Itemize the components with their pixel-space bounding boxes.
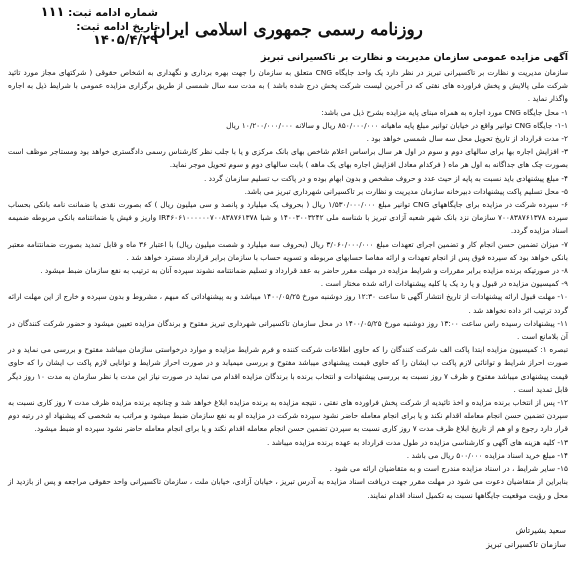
clause-14: ۱۴- مبلغ خرید اسناد مزایده ۵۰۰/۰۰۰ ریال می باشد . xyxy=(406,450,568,460)
clause-3: ۳- افزایش اجاره بها برای سالهای دوم و سوم در اول هر سال براساس اعلام شاخص بهای بانک مرکزی و یا با جلب نظر کارشناس رسمی دادگستری خواهد بود ومستاجر موظف است بصورت چک های جداگانه به اول هر ماه ( فرکدام معادل افزایش اجاره بهای یک ماهه ) بابت سالهای دوم و سوم تحویل موجر نماید. xyxy=(8,147,568,170)
closing-paragraph: بنابراین از متقاضیان دعوت می شود در مهلت مقرر جهت دریافت اسناد مزایده به آدرس تبریز ، خیابان آزادی، خیابان ملت ، سازمان تاکسیرانی واحد حقوقی مراجعه و پس از بازدید از محل و رؤیت موقعیت جایگاهها نسبت به تکمیل اسناد اقدام نمایند. xyxy=(8,477,568,500)
notice-clauses xyxy=(8,106,568,502)
clause-12: ۱۲- پس از انتخاب برنده مزایده و اخذ تائیدیه از شرکت پخش فراورده های نفتی ، نتیجه مزایده به برنده مزایده ابلاغ خواهد شد و چنانچه برنده مزایده ظرف مدت ۷ روز کاری نسبت به سپردن تضمین حسن انجام معامله اقدام نکند و یا برای انجام معامله حاضر نشود سپرده شرکت در مزایده او به نفع سازمان ضبط میشود و مراتب به شخصی که پیشنهاد او در رتبه دوم قرار دارد رجوع و او هم از تاریخ ابلاغ ظرف مدت ۷ روز کاری نسبت به سپردن تضمین حسن انجام معامله اقدام نکند و یا برای انجام معامله حاضر نشود سپرده او ضبط میشود. xyxy=(8,398,568,434)
clause-7: ۷- میزان تضمین حسن انجام کار و تضمین اجرای تعهدات مبلغ ۳/۰۶۰/۰۰۰/۰۰۰ ریال (بحروف سه میلیارد و شصت میلیون ریال) با اعتبار ۳۶ ماه و قابل تمدید بصورت ضمانتنامه معتبر بانکی خواهد بود که سپرده فوق پس از انجام تعهدات و ارائه مفاصا حسابهای مربوطه و تسویه حساب با سازمان برابر قرارداد مسترد خواهد شد . xyxy=(8,239,568,262)
issue-row xyxy=(8,6,158,20)
page-header xyxy=(8,6,568,46)
clause-1-1: ۱-۱- جایگاه CNG توانیر واقع در خیابان توانیر مبلغ پایه ماهیانه ۸۵۰/۰۰۰/۰۰۰ ریال و سالانه ۱۰/۲۰۰/۰۰۰/۰۰۰ ریال xyxy=(226,120,568,130)
issue-label: شماره ادامه ثبت: xyxy=(68,7,158,19)
clause-2: ۲- مدت قرارداد از تاریخ تحویل محل سه سال شمسی خواهد بود . xyxy=(366,134,568,144)
clause-8: ۸- در صورتیکه برنده مزایده برابر مقررات و شرایط مزایده در مهلت مقرر حاضر به عقد قرارداد و تسلیم ضمانتنامه نشوند سپرده آنان به ترتیب به نفع سازمان ضبط میشود . xyxy=(40,266,568,276)
signatory-name: سعید بشیرتاش xyxy=(515,525,566,535)
clause-note-1: تبصره ۱: کمیسیون مزایده ابتدا پاکت الف شرکت کنندگان را که حاوی اطلاعات شرکت کننده و فرم شرایط مزایده و موارد درخواستی سازمان میباشد مفتوح و بررسی می نماید و در صورت احراز شرایط و توانائی لازم پاکت ب ایشان را که حاوی قیمت پیشنهادی میباشد مفتوح و بررسی میمیابد و در صورت احراز شرایط و توانایی لازم پاکت ب ایشان را که حاوی قیمت پیشنهادی میباشد مفتوح و ظرف ۷ روز نسبت به بررسی پیشنهادات و انتخاب برنده با برندگان مزایده اقدام می نماید در صورت نیاز این مدت با نظر سازمان به مدت ۱۰ روز دیگر قابل تمدید است . xyxy=(8,345,569,394)
date-value: ۱۴۰۵/۴/۲۹ xyxy=(92,33,158,48)
notice-intro: سازمان مدیریت و نظارت بر تاکسیرانی تبریز در نظر دارد یک واحد جایگاه CNG متعلق به سازمان را جهت بهره برداری و نگهداری به اشخاص حقوقی ( شرکتهای مجاز مورد تائید شرکت ملی پالایش و پخش فراورده های نفتی که در آخرین لیست شرکت پخش درج شده باشد ) به مدت سه سال شمسی از طریق برگزاری مزایده عمومی با شرایط ذیل به اجاره واگذار نماید . xyxy=(8,68,568,104)
clause-11: ۱۱- پیشنهادات رسیده راس ساعت ۱۳:۰۰ روز دوشنبه مورخ ۱۴۰۰/۰۵/۲۵ در محل سازمان تاکسیرانی شهرداری تبریز مفتوح و برندگان مزایده تعیین میشود و حضور شرکت کنندگان در آن بلامانع است . xyxy=(8,318,568,342)
notice-headline: آگهی مزایده عمومی سازمان مدیریت و نظارت بر تاکسیرانی تبریز xyxy=(260,52,568,63)
clause-13: ۱۳- کلیه هزینه های آگهی و کارشناسی مزایده در طول مدت قرارداد به عهده برنده مزایده میباشد . xyxy=(267,437,568,447)
clause-1: ۱- محل جایگاه CNG مورد اجاره به همراه مبنای پایه مزایده بشرح ذیل می باشد: xyxy=(321,107,568,117)
clause-9: ۹- کمیسیون مزایده در قبول و یا رد یک یا کلیه پیشنهادات ارائه شده مختار است . xyxy=(320,279,568,289)
date-label: تاریخ ادامه ثبت: xyxy=(76,21,158,33)
clause-5: ۵- محل تسلیم پاکت پیشنهادات دبیرخانه سازمان مدیریت و نظارت بر تاکسیرانی شهرداری تبریز می باشد. xyxy=(244,186,568,196)
signatory-org: سازمان تاکسیرانی تبریز xyxy=(486,539,566,549)
issue-number: ۱۱۱ xyxy=(40,5,65,20)
newspaper-title: روزنامه رسمی جمهوری اسلامی ایران xyxy=(153,20,423,40)
clause-6: ۶- سپرده شرکت در مزایده برای جایگاههای CNG توانیر مبلغ ۱/۵۳۰/۰۰۰/۰۰۰ ریال ( بحروف یک میلیارد و پانصد و سی میلیون ریال ) که بصورت نقدی یا ضمانت نامه بانکی بحساب سپرده ۷۰۰۸۳۸۷۶۱۳۷۸ سازمان نزد بانک شهر شعبه آزادی تبریز با شناسه ملی ۱۴۰۰۳۰۰۳۲۴۲ و شبا IR۴۶۰۶۱۰۰۰۰۰۰۷۰۰۸۳۸۷۶۱۳۷۸ واریز و فیش یا ضمانتنامه بانکی مربوطه ضمیمه اسناد مزایده گردد. xyxy=(8,200,568,236)
clause-15: ۱۵- سایر شرایط ، در اسناد مزایده مندرج است و به متقاضیان ارائه می شود . xyxy=(329,464,568,474)
clause-4: ۴- مبلغ پیشنهادی باید نسبت به پایه از حیث عدد و حروف مشخص و بدون ابهام بوده و در پاکت ب تسلیم سازمان گردد . xyxy=(203,173,568,183)
issue-meta xyxy=(8,6,158,48)
clause-10: ۱۰- مهلت قبول ارائه پیشنهادات از تاریخ انتشار آگهی تا ساعت ۱۲:۳۰ روز دوشنبه مورخ ۱۴۰۰/۰۵/۲۵ میباشد و به پیشنهاداتی که مبهم ، مشروط و بدون سپرده و خارج از این مهلت ارائه گردد ترتیب اثر داده نخواهد شد . xyxy=(8,292,569,315)
signature-block xyxy=(8,524,568,552)
date-row xyxy=(8,20,158,48)
